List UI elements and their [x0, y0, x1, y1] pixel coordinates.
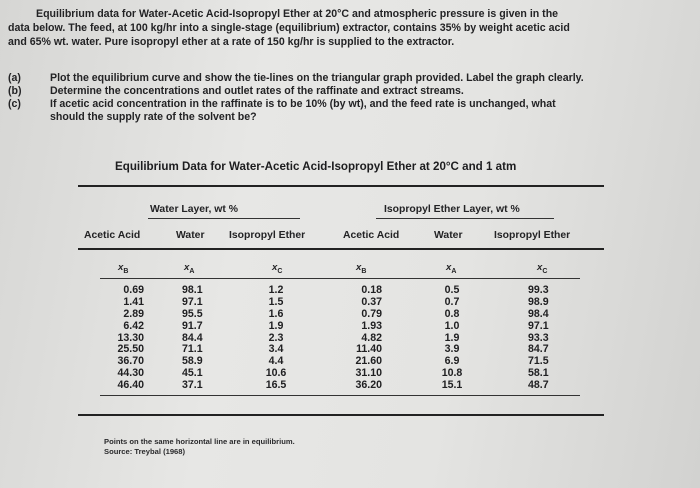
table-title: Equilibrium Data for Water-Acetic Acid-Isopropyl Ether at 20°C and 1 atm	[115, 160, 517, 173]
table-cell: 58.1	[528, 367, 549, 380]
table-cell: 98.9	[528, 295, 549, 308]
col-header-ether-water-layer: Isopropyl Ether	[229, 230, 306, 241]
table-cell: 84.7	[528, 343, 549, 356]
table-cell: 84.4	[182, 331, 203, 344]
question-label: (c)	[8, 98, 21, 110]
table-cell: 13.30	[117, 331, 144, 344]
table-cell: 6.42	[123, 319, 144, 332]
table-cell: 99.3	[528, 284, 549, 296]
table-source: Source: Treybal (1968)	[104, 447, 186, 456]
intro-line-2: data below. The feed, at 100 kg/hr into a single-stage (equilibrium) extractor, contains 35% by weight acetic acid	[8, 22, 570, 34]
table-cell: 1.9	[444, 331, 460, 344]
table-cell: 10.6	[265, 367, 287, 380]
table-cell: 11.40	[356, 343, 382, 356]
table-cell: 16.5	[265, 379, 287, 392]
group-header-water-layer: Water Layer, wt %	[150, 204, 238, 215]
table-cell: 0.5	[444, 284, 460, 296]
table-cell: 2.89	[123, 307, 144, 320]
symbol-xc-ether-layer: $x_C$	[537, 262, 548, 275]
intro-line-3: and 65% wt. water. Pure isopropyl ether at a rate of 150 kg/hr is supplied to the extractor.	[8, 36, 455, 48]
table-footnote: Points on the same horizontal line are in equilibrium.	[104, 437, 295, 446]
column-acetic-acid-ether-layer	[342, 285, 382, 392]
problem-statement	[8, 7, 694, 49]
table-cell: 97.1	[528, 319, 549, 332]
column-acetic-acid-water-layer	[104, 285, 144, 392]
column-water-water-layer	[182, 285, 216, 392]
table-cell: 93.3	[528, 331, 549, 344]
col-header-acetic-acid-water-layer: Acetic Acid	[84, 230, 141, 241]
table-bottom-rule	[78, 414, 604, 416]
intro-line-1: Equilibrium data for Water-Acetic Acid-Isopropyl Ether at 20°C and atmospheric pressure is given in the	[36, 8, 559, 20]
question-text-continued: should the supply rate of the solvent be?	[50, 111, 257, 123]
question-text: Determine the concentrations and outlet rates of the raffinate and extract streams.	[50, 85, 464, 97]
col-header-acetic-acid-ether-layer: Acetic Acid	[343, 230, 400, 241]
table-cell: 0.37	[361, 295, 382, 308]
table-cell: 44.30	[117, 367, 144, 380]
group-underline-ether	[376, 218, 554, 219]
table-cell: 98.4	[528, 307, 549, 320]
table-cell: 48.7	[528, 379, 549, 392]
table-cell: 0.18	[361, 284, 382, 296]
table-cell: 1.93	[361, 319, 382, 332]
group-header-ether-layer: Isopropyl Ether Layer, wt %	[384, 204, 520, 215]
table-cell: 98.1	[182, 284, 203, 296]
table-cell: 36.70	[117, 355, 144, 368]
question-text: If acetic acid concentration in the raffinate is to be 10% (by wt), and the feed rate is unchanged, what	[50, 98, 556, 110]
column-ether-water-layer	[258, 285, 294, 392]
table-cell: 21.60	[355, 355, 382, 368]
table-cell: 4.82	[361, 331, 382, 344]
col-header-ether-ether-layer: Isopropyl Ether	[494, 230, 571, 241]
table-cell: 45.1	[182, 367, 203, 380]
table-cell: 4.4	[268, 355, 284, 368]
symbol-xb-water-layer: $x_B$	[118, 262, 129, 275]
group-underline-water	[148, 218, 300, 219]
table-cell: 37.1	[182, 379, 203, 392]
table-cell: 97.1	[182, 295, 203, 308]
table-cell: 71.1	[182, 343, 203, 356]
table-cell: 10.8	[441, 367, 463, 380]
col-header-water-ether-layer: Water	[434, 230, 463, 241]
table-cell: 1.9	[268, 319, 284, 332]
table-cell: 25.50	[117, 343, 144, 356]
table-cell: 0.8	[444, 307, 460, 320]
table-cell: 0.79	[361, 307, 382, 320]
table-cell: 3.4	[268, 343, 284, 356]
table-cell: 0.7	[444, 295, 460, 308]
col-header-water-water-layer: Water	[176, 230, 205, 241]
question-label: (b)	[8, 85, 22, 97]
table-cell: 15.1	[441, 379, 463, 392]
table-cell: 1.41	[123, 295, 144, 308]
table-cell: 31.10	[355, 367, 382, 380]
table-cell: 1.5	[268, 295, 284, 308]
question-text: Plot the equilibrium curve and show the tie-lines on the triangular graph provided. Label the graph clearly.	[50, 72, 584, 84]
table-cell: 46.40	[117, 379, 144, 392]
symbol-xb-ether-layer: $x_B$	[356, 262, 367, 275]
symbol-xa-water-layer: $x_A$	[184, 262, 195, 275]
table-top-rule	[78, 185, 604, 187]
table-cell: 1.6	[268, 307, 284, 320]
table-cell: 3.9	[444, 343, 460, 356]
table-cell: 1.2	[268, 284, 284, 296]
header-bottom-rule	[78, 248, 604, 250]
data-bottom-rule	[100, 395, 580, 396]
table-cell: 91.7	[182, 319, 203, 332]
table-cell: 1.0	[444, 319, 460, 332]
table-cell: 71.5	[528, 355, 549, 368]
table-cell: 95.5	[182, 307, 203, 320]
symbol-xc-water-layer: $x_C$	[272, 262, 283, 275]
column-water-ether-layer	[434, 285, 470, 392]
table-cell: 0.69	[123, 284, 144, 296]
symbol-rule	[100, 278, 580, 279]
question-label: (a)	[8, 72, 21, 84]
column-ether-ether-layer	[528, 285, 564, 392]
table-cell: 6.9	[444, 355, 460, 368]
symbol-xa-ether-layer: $x_A$	[446, 262, 457, 275]
table-cell: 58.9	[182, 355, 203, 368]
table-cell: 2.3	[268, 331, 284, 344]
table-cell: 36.20	[355, 379, 382, 392]
